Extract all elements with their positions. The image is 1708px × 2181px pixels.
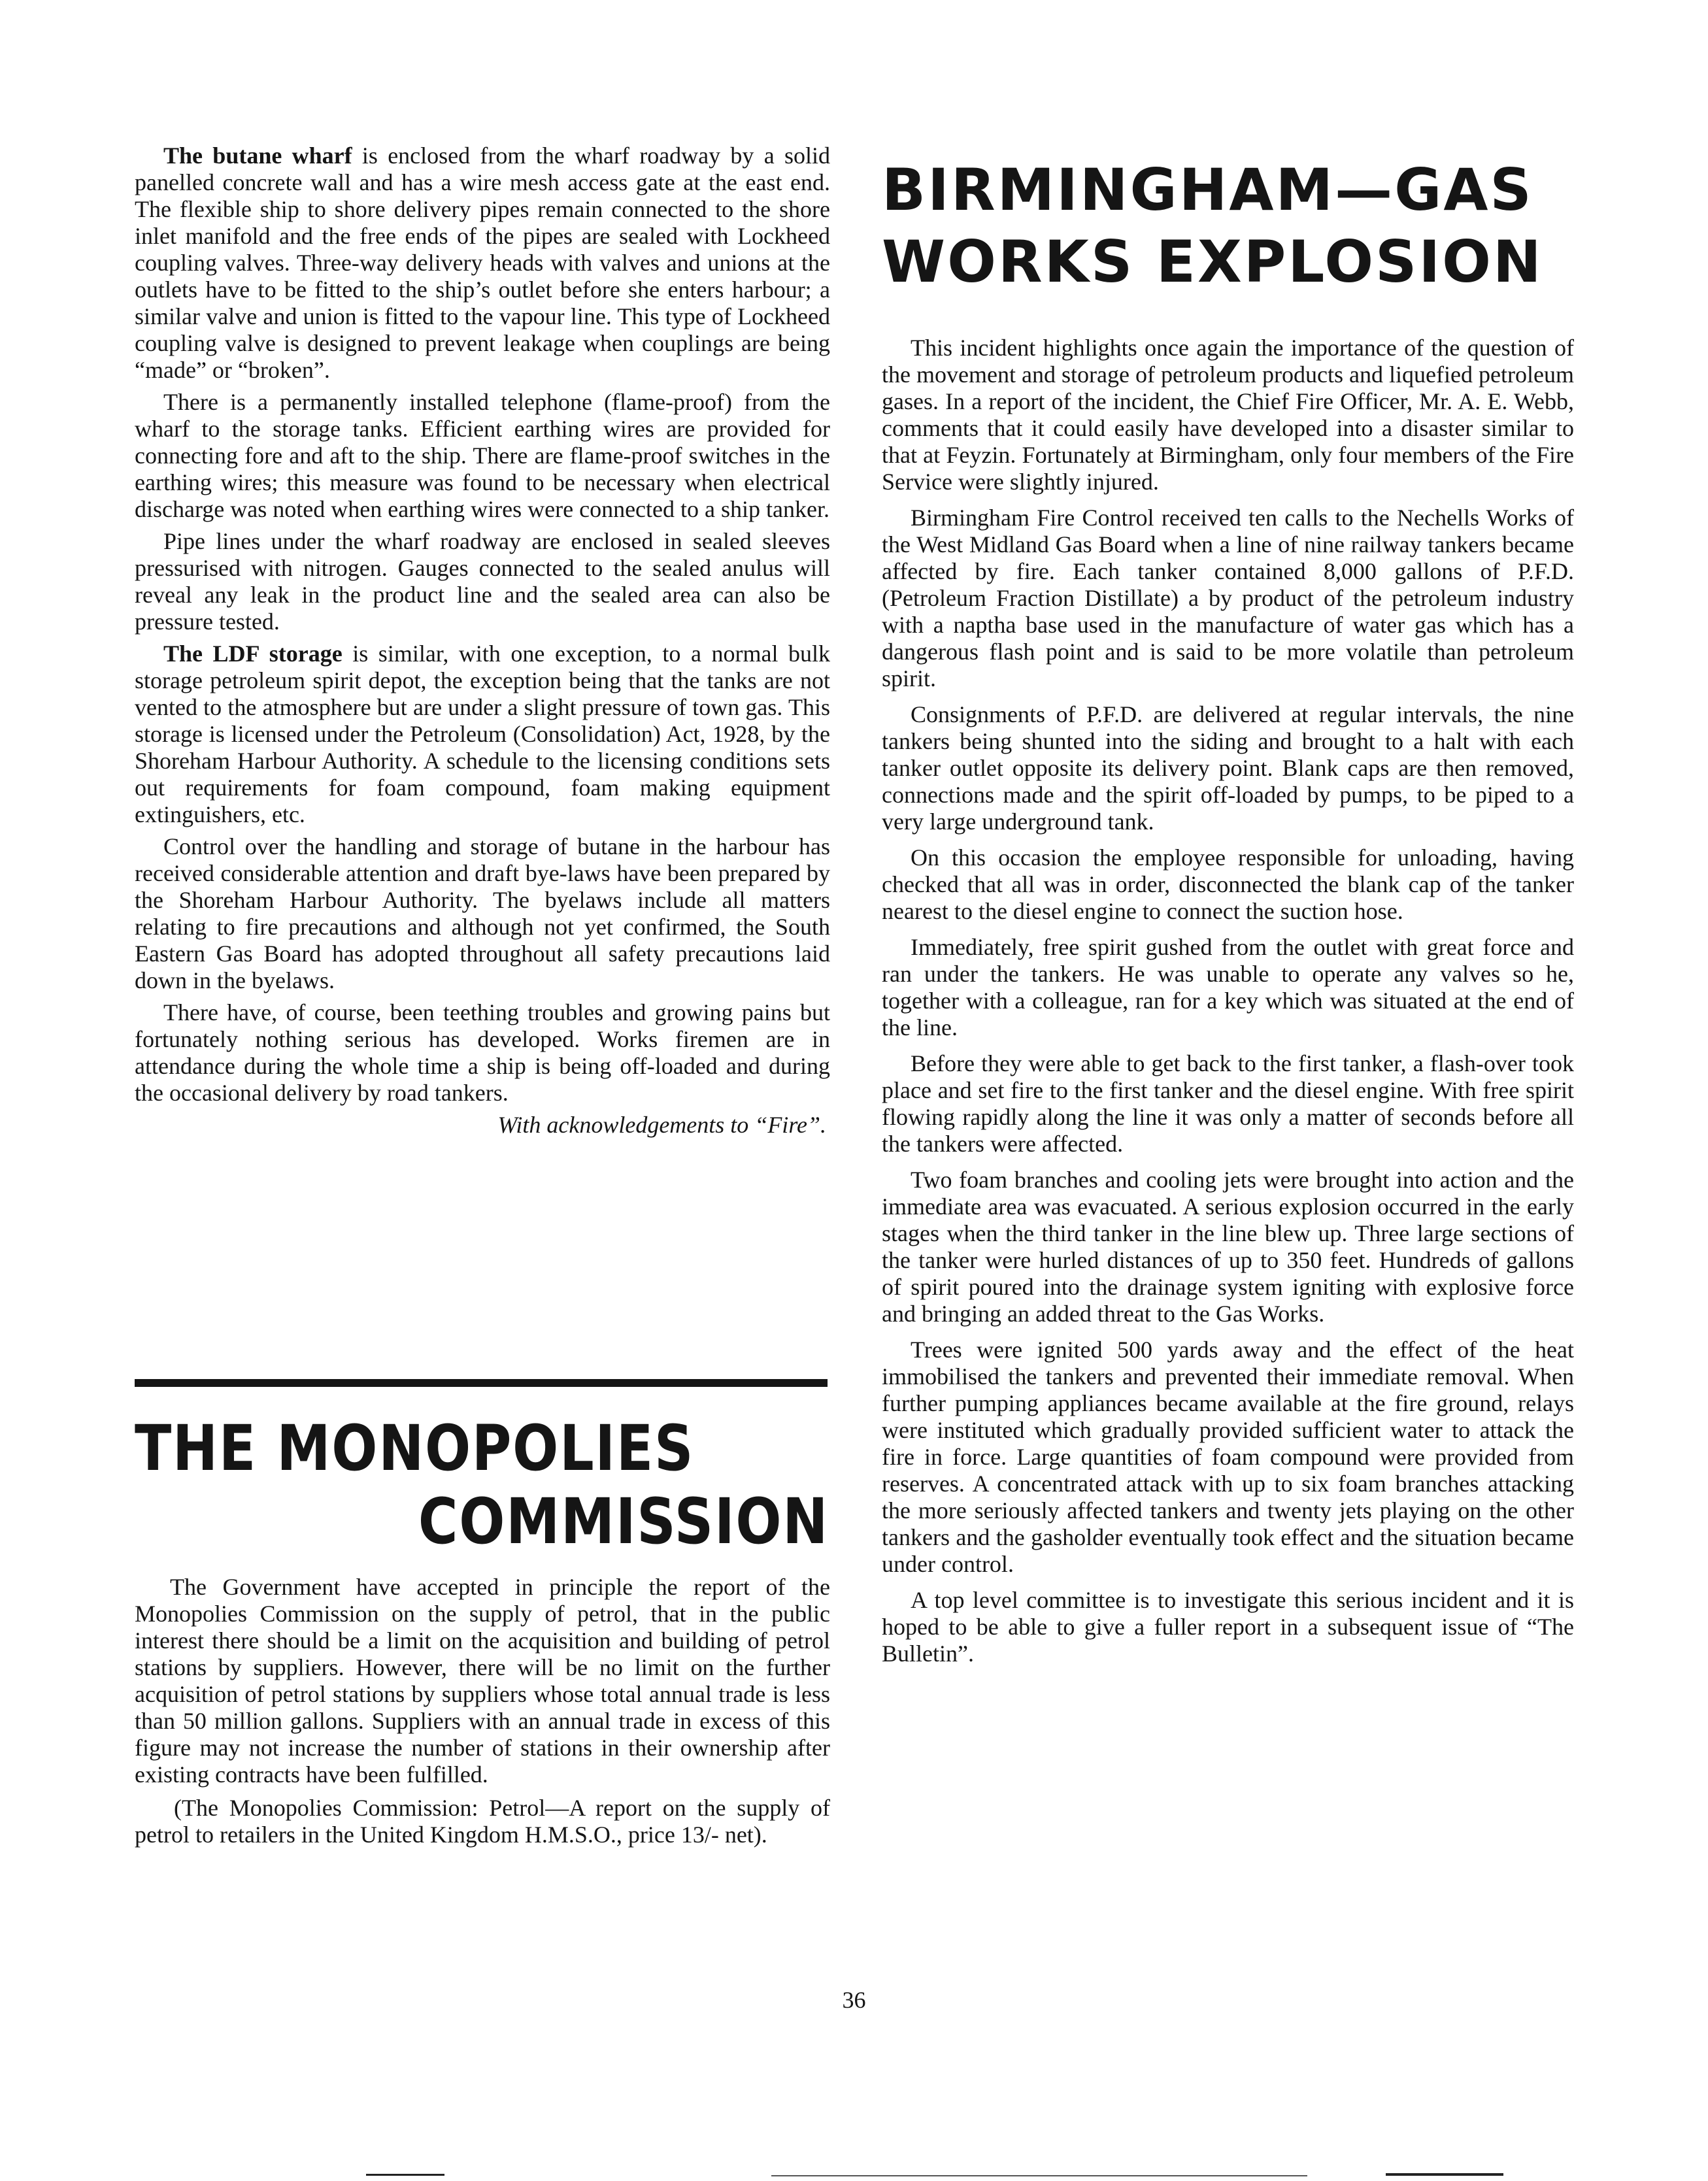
paragraph-pipe-lines: Pipe lines under the wharf roadway are enclosed in sealed sleeves pressurised with nitrogen. Gauges connected to the sealed anulus will reveal any leak in the product line and the sealed area can also be pressure tested. (135, 528, 830, 635)
birmingham-heading-line1: BIRMINGHAM—GAS (882, 156, 1533, 224)
paragraph-control: Control over the handling and storage of butane in the harbour has received considerable attention and draft bye-laws have been prepared by the Shoreham Harbour Authority. The byelaws include all matters relating to fire precautions and although not yet confirmed, the South Eastern Gas Board has adopted throughout all safety precautions laid down in the byelaws. (135, 833, 830, 993)
monopolies-heading-line1: THE MONOPOLIES (135, 1412, 695, 1485)
monopolies-body (135, 1574, 830, 1848)
lead-ldf-storage: The LDF storage (163, 641, 343, 667)
acknowledgement: With acknowledgements to “Fire”. (497, 1112, 826, 1138)
birmingham-paragraph: Trees were ignited 500 yards away and the effect of the heat immobilised the tankers and prevented their immediate removal. When further pumping appliances became available at the fire ground, relays were instituted which gradually provided sufficient water to attack the fire in force. Large quantities of foam compound were provided from reserves. A concentrated attack with up to six foam branches attacking the more seriously affected tankers and twenty jets playing on the other tankers and the gasholder eventually took effect and the situation became under control. (882, 1337, 1574, 1577)
right-column (882, 154, 1574, 1676)
birmingham-paragraph: This incident highlights once again the importance of the question of the movement and storage of petroleum products and liquefied petroleum gases. In a report of the incident, the Chief Fire Officer, Mr. A. E. Webb, comments that it could easily have developed into a disaster similar to that at Feyzin. Fortunately at Birmingham, only four members of the Fire Service were slightly injured. (882, 335, 1574, 495)
scan-artifact (1386, 2173, 1503, 2176)
birmingham-paragraph: Before they were able to get back to the first tanker, a flash-over took place and set fire to the first tanker and the diesel engine. With free spirit flowing rapidly along the line it was only a matter of seconds before all the tankers were affected. (882, 1050, 1574, 1157)
paragraph-telephone: There is a permanently installed telephone (flame-proof) from the wharf to the storage tanks. Efficient earthing wires are provided for connecting fore and aft to the ship. There are flame-proof switches in the earthing wires; this measure was found to be necessary when electrical discharge was noted when earthing wires were connected to a ship tanker. (135, 389, 830, 522)
monopolies-reference: (The Monopolies Commission: Petrol—A report on the supply of petrol to retailers in the United Kingdom H.M.S.O., price 13/- net). (135, 1795, 830, 1848)
birmingham-paragraph: Consignments of P.F.D. are delivered at regular intervals, the nine tankers being shunted into the siding and brought to a halt with each tanker outlet opposite its delivery point. Blank caps are then removed, connections made and the spirit off-loaded by pumps, to be piped to a very large underground tank. (882, 701, 1574, 835)
birmingham-paragraph: A top level committee is to investigate this serious incident and it is hoped to be able to give a fuller report in a subsequent issue of “The Bulletin”. (882, 1587, 1574, 1667)
paragraph-teething: There have, of course, been teething troubles and growing pains but fortunately nothing serious has developed. Works firemen are in attendance during the whole time a ship is being off-loaded and during the occasional delivery by road tankers. (135, 999, 830, 1106)
paragraph-butane-wharf: The butane wharf is enclosed from the wharf roadway by a solid panelled concrete wall and has a wire mesh access gate at the east end. The flexible ship to shore delivery pipes remain connected to the shore inlet manifold and the free ends of the pipes are sealed with Lockheed coupling valves. Three-way delivery heads with valves and unions at the outlets have to be fitted to the ship’s outlet before she enters harbour; a similar valve and union is fitted to the vapour line. This type of Lockheed coupling valve is designed to prevent leakage when couplings are being “made” or “broken”. (135, 142, 830, 383)
page-number: 36 (842, 1987, 866, 2013)
lead-butane-wharf: The butane wharf (163, 142, 352, 169)
section-divider (135, 1379, 828, 1387)
monopolies-heading-line2: COMMISSION (418, 1485, 829, 1558)
scan-artifact (366, 2174, 444, 2176)
birmingham-heading-line2: WORKS EXPLOSION (882, 228, 1543, 295)
birmingham-paragraph: On this occasion the employee responsible for unloading, having checked that all was in order, disconnected the blank cap of the tanker nearest to the diesel engine to connect the suction hose. (882, 844, 1574, 924)
monopolies-heading (135, 1412, 829, 1558)
paragraph-ldf-storage: The LDF storage is similar, with one exception, to a normal bulk storage petroleum spirit depot, the exception being that the tanks are not vented to the atmosphere but are under a slight pressure of town gas. This storage is licensed under the Petroleum (Consolidation) Act, 1928, by the Shoreham Harbour Authority. A schedule to the licensing conditions sets out requirements for foam compound, foam making equipment extinguishers, etc. (135, 641, 830, 827)
left-column (135, 142, 830, 1139)
birmingham-paragraph: Two foam branches and cooling jets were brought into action and the immediate area was evacuated. A serious explosion occurred in the early stages when the third tanker in the line blew up. Three large sections of the tanker were hurled distances of up to 350 feet. Hundreds of gallons of spirit poured into the drainage system igniting with explosive force and bringing an added threat to the Gas Works. (882, 1167, 1574, 1327)
birmingham-heading (882, 154, 1574, 298)
birmingham-paragraph: Immediately, free spirit gushed from the outlet with great force and ran under the tankers. He was unable to operate any valves so he, together with a colleague, ran for a key which was situated at the end of the line. (882, 934, 1574, 1041)
birmingham-paragraph: Birmingham Fire Control received ten calls to the Nechells Works of the West Midland Gas Board when a line of nine railway tankers became affected by fire. Each tanker contained 8,000 gallons of P.F.D. (Petroleum Fraction Distillate) a by product of the petroleum industry with a naptha base used in the manufacture of water gas which has a dangerous flash point and is said to be more volatile than petroleum spirit. (882, 505, 1574, 691)
monopolies-paragraph: The Government have accepted in principle the report of the Monopolies Commission on the supply of petrol, that in the public interest there should be a limit on the acquisition and building of petrol stations by suppliers. However, there will be no limit on the further acquisition of petrol stations by suppliers whose total annual trade is less than 50 million gallons. Suppliers with an annual trade in excess of this figure may not increase the number of stations in their ownership after existing contracts have been fulfilled. (135, 1574, 830, 1788)
scan-artifact (771, 2175, 1307, 2176)
